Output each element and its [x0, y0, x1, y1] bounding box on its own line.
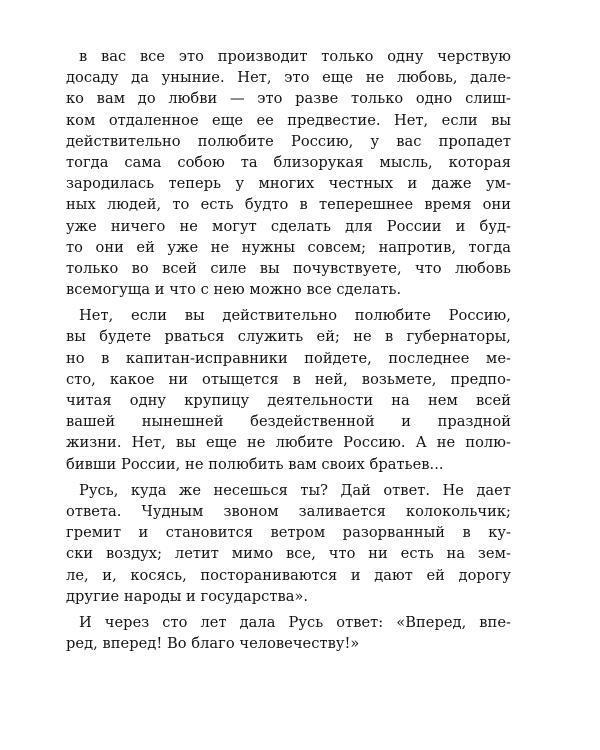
text-line: досаду да уныние. Нет, это еще не любовь, дале-: [66, 69, 511, 87]
paragraph: [66, 46, 511, 300]
text-line: вашей нынешней бездейственной и праздной: [66, 413, 511, 431]
text-line: гремит и становится ветром разорванный в ку-: [66, 524, 511, 542]
text-line: уже ничего не могут сделать для России и буд-: [66, 217, 511, 235]
text-line: сто, какое ни отыщется в ней, возьмете, предпо-: [66, 370, 511, 388]
text-line: только во всей силе вы почувствуете, что любовь: [66, 259, 511, 277]
text-line: в вас все это производит только одну черствую: [79, 48, 511, 65]
text-line: И через сто лет дала Русь ответ: «Вперед, впе-: [79, 613, 511, 631]
text-line: зародилась теперь у многих честных и даже ум-: [66, 175, 511, 193]
text-line: ком отдаленное еще ее предвестие. Нет, если вы: [66, 111, 511, 129]
text-line: читая одну крупицу деятельности на нем всей: [66, 392, 511, 409]
text-line: но в капитан-исправники пойдете, последнее ме-: [66, 349, 511, 367]
book-page: [66, 46, 511, 654]
text-line: бивши России, не полюбить вам своих братьев...: [66, 455, 444, 473]
text-line: Нет, если вы действительно полюбите Россию,: [79, 307, 511, 325]
text-line: ред, вперед! Во благо человечеству!»: [66, 635, 360, 653]
text-line: ле, и, косясь, постораниваются и дают ей дорогу: [66, 566, 511, 584]
text-line: вы будете рваться служить ей; не в губернаторы,: [66, 328, 511, 346]
text-line: ответа. Чудным звоном заливается колокольчик;: [66, 502, 511, 520]
text-line: Русь, куда же несешься ты? Дай ответ. Не дает: [79, 481, 511, 499]
text-line: другие народы и государства».: [66, 587, 309, 605]
text-line: ко вам до любви — это разве только одно слиш-: [66, 90, 511, 108]
text-line: то они ей уже не нужны совсем; напротив, тогда: [66, 238, 511, 256]
text-line: жизни. Нет, вы еще не любите Россию. А не полю-: [66, 434, 511, 452]
text-line: ных людей, то есть будто в теперешнее время они: [66, 196, 511, 214]
paragraph: [66, 612, 511, 654]
text-line: ски воздух; летит мимо все, что ни есть на зем-: [66, 545, 511, 563]
paragraph: [66, 305, 511, 475]
text-line: тогда сама собою та близорукая мысль, которая: [66, 153, 511, 171]
text-line: действительно полюбите Россию, у вас пропадет: [66, 132, 511, 150]
paragraph: [66, 480, 511, 607]
text-line: всемогуща и что с нею можно все сделать.: [66, 281, 402, 299]
